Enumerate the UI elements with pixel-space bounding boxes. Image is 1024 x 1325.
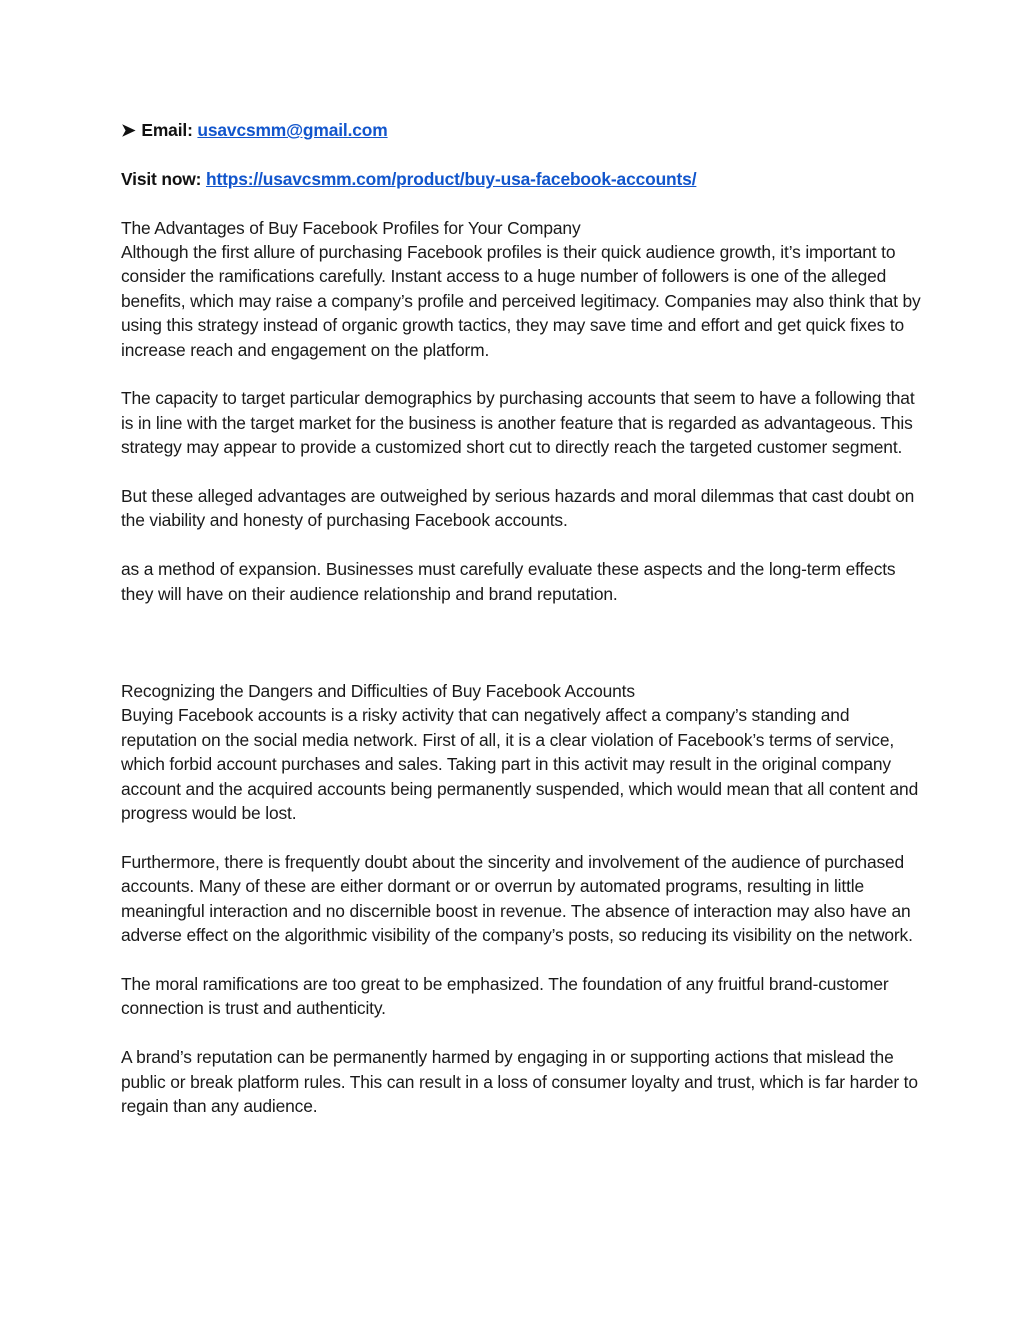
email-label: Email: [141, 120, 193, 140]
visit-label: Visit now: [121, 168, 202, 189]
paragraph: Buying Facebook accounts is a risky activity that can negatively affect a company’s standing and reputation on the social media network. First of all, it is a clear violation of Facebook’s terms of service, which forbid account purchases and sales. Taking part in this activit may result in the original company account and the acquired accounts being permanently suspended, which would mean that all content and progress would be lost. [121, 705, 919, 824]
email-line [121, 118, 921, 142]
visit-url-link[interactable]: https://usavcsmm.com/product/buy-usa-facebook-accounts/ [206, 168, 697, 189]
paragraph: The capacity to target particular demographics by purchasing accounts that seem to have a following that is in line with the target market for the business is another feature that is regarded as advantageous. This strategy may appear to provide a customized short cut to directly reach the targeted customer segment. [121, 388, 915, 458]
section-heading-dangers: Recognizing the Dangers and Difficulties of Buy Facebook Accounts [121, 681, 635, 702]
paragraph: The moral ramifications are too great to be emphasized. The foundation of any fruitful brand-customer connection is trust and authenticity. [121, 973, 889, 1019]
paragraph: Furthermore, there is frequently doubt about the sincerity and involvement of the audience of purchased accounts. Many of these are either dormant or or overrun by automated programs, resulting in little meaningful interaction and no discernible boost in revenue. The absence of interaction may also have an adverse effect on the algorithmic visibility of the company’s posts, so reducing its visibility on the network. [121, 851, 913, 946]
visit-line [121, 167, 921, 191]
arrow-bullet-icon: ➤ [121, 120, 136, 140]
paragraph: as a method of expansion. Businesses must carefully evaluate these aspects and the long-term effects they will have on their audience relationship and brand reputation. [121, 559, 896, 604]
email-link[interactable]: usavcsmm@gmail.com [197, 120, 388, 140]
paragraph: Although the first allure of purchasing Facebook profiles is their quick audience growth, it’s important to consider the ramifications carefully. Instant access to a huge number of followers is one of the alleged benefits, which may raise a company’s profile and perceived legitimacy. Companies may also think that by using this strategy instead of organic growth tactics, they may save time and effort and get quick fixes to increase reach and engagement on the platform. [121, 242, 921, 360]
paragraph: But these alleged advantages are outweighed by serious hazards and moral dilemmas that cast doubt on the viability and honesty of purchasing Facebook accounts. [121, 486, 915, 531]
paragraph: A brand’s reputation can be permanently harmed by engaging in or supporting actions that mislead the public or break platform rules. This can result in a loss of consumer loyalty and trust, which is far harder to regain than any audience. [121, 1047, 918, 1116]
section-heading-advantages: The Advantages of Buy Facebook Profiles for Your Company [121, 217, 581, 238]
document-page [121, 118, 921, 1118]
